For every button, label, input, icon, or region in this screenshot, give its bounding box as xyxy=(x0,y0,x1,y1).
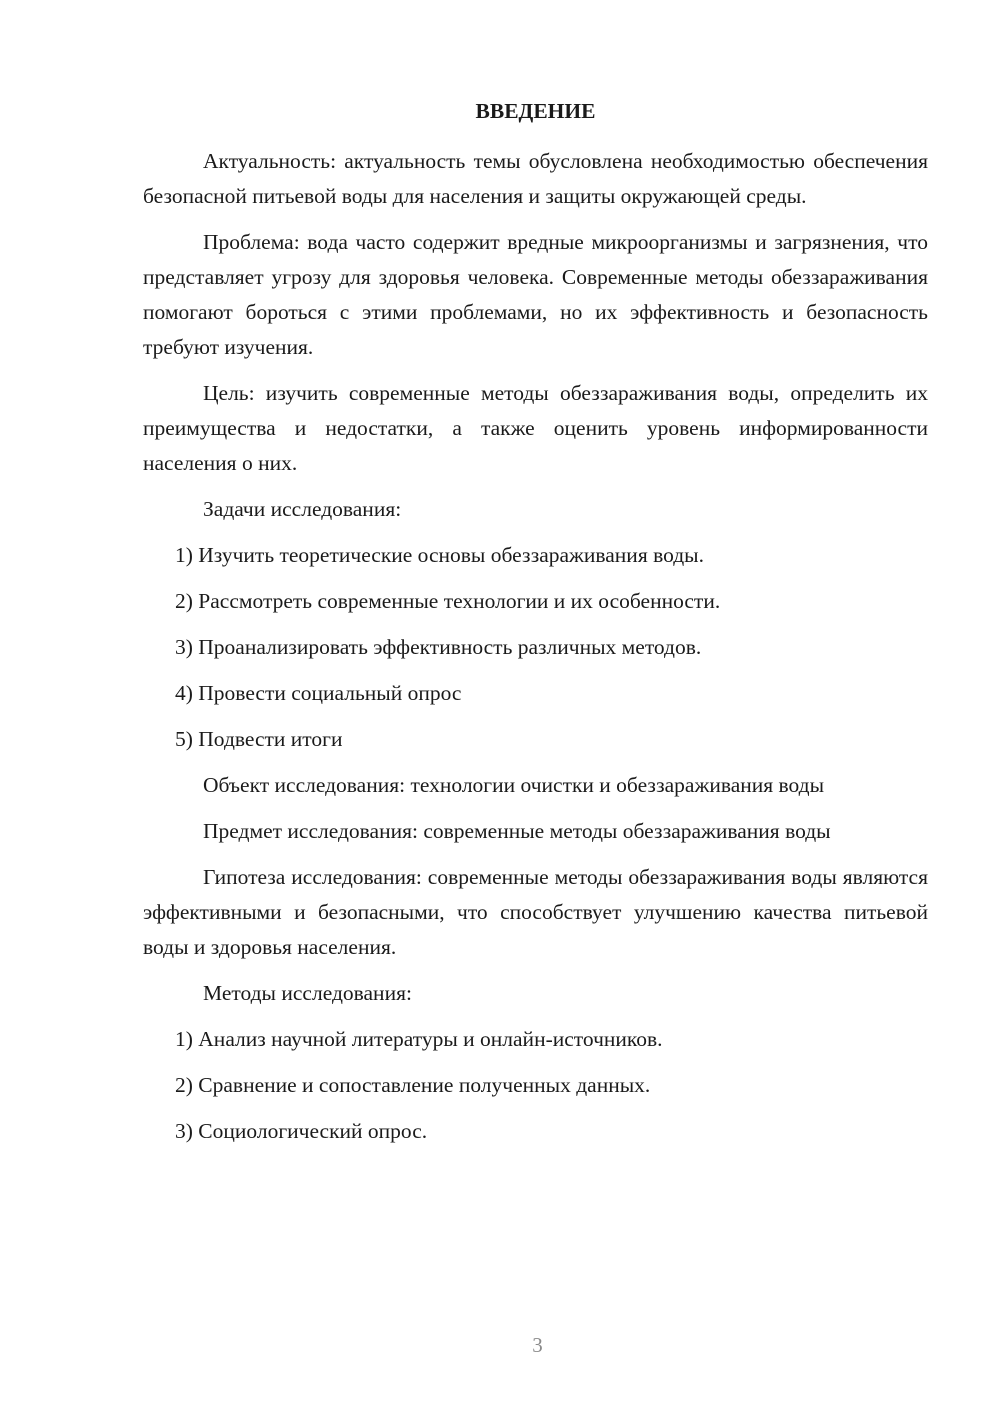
task-item-3: 3) Проанализировать эффективность различных методов. xyxy=(175,635,702,659)
problem-paragraph: Проблема: вода часто содержит вредные микроорганизмы и загрязнения, что представляет угрозу для здоровья человека. Современные методы обеззараживания помогают бороться с этими проблемами, но их эффективность и безопасность требуют изучения. xyxy=(143,230,928,359)
relevance-paragraph: Актуальность: актуальность темы обусловлена необходимостью обеспечения безопасной питьевой воды для населения и защиты окружающей среды. xyxy=(143,149,928,208)
task-item-4: 4) Провести социальный опрос xyxy=(175,681,462,705)
research-object: Объект исследования: технологии очистки и обеззараживания воды xyxy=(203,773,825,797)
page-title: ВВЕДЕНИЕ xyxy=(475,99,596,123)
task-item-2: 2) Рассмотреть современные технологии и их особенности. xyxy=(175,589,721,613)
methods-heading: Методы исследования: xyxy=(203,981,412,1005)
tasks-heading: Задачи исследования: xyxy=(203,497,402,521)
page-number: 3 xyxy=(532,1333,543,1357)
task-item-5: 5) Подвести итоги xyxy=(175,727,343,751)
task-item-1: 1) Изучить теоретические основы обеззараживания воды. xyxy=(175,543,704,567)
method-item-1: 1) Анализ научной литературы и онлайн-источников. xyxy=(175,1027,663,1051)
hypothesis-paragraph: Гипотеза исследования: современные методы обеззараживания воды являются эффективными и безопасными, что способствует улучшению качества питьевой воды и здоровья населения. xyxy=(143,865,928,959)
method-item-3: 3) Социологический опрос. xyxy=(175,1119,428,1143)
goal-paragraph: Цель: изучить современные методы обеззараживания воды, определить их преимущества и недостатки, а также оценить уровень информированности населения о них. xyxy=(143,381,928,475)
method-item-2: 2) Сравнение и сопоставление полученных данных. xyxy=(175,1073,651,1097)
page-content xyxy=(143,96,928,1160)
research-subject: Предмет исследования: современные методы обеззараживания воды xyxy=(203,819,831,843)
